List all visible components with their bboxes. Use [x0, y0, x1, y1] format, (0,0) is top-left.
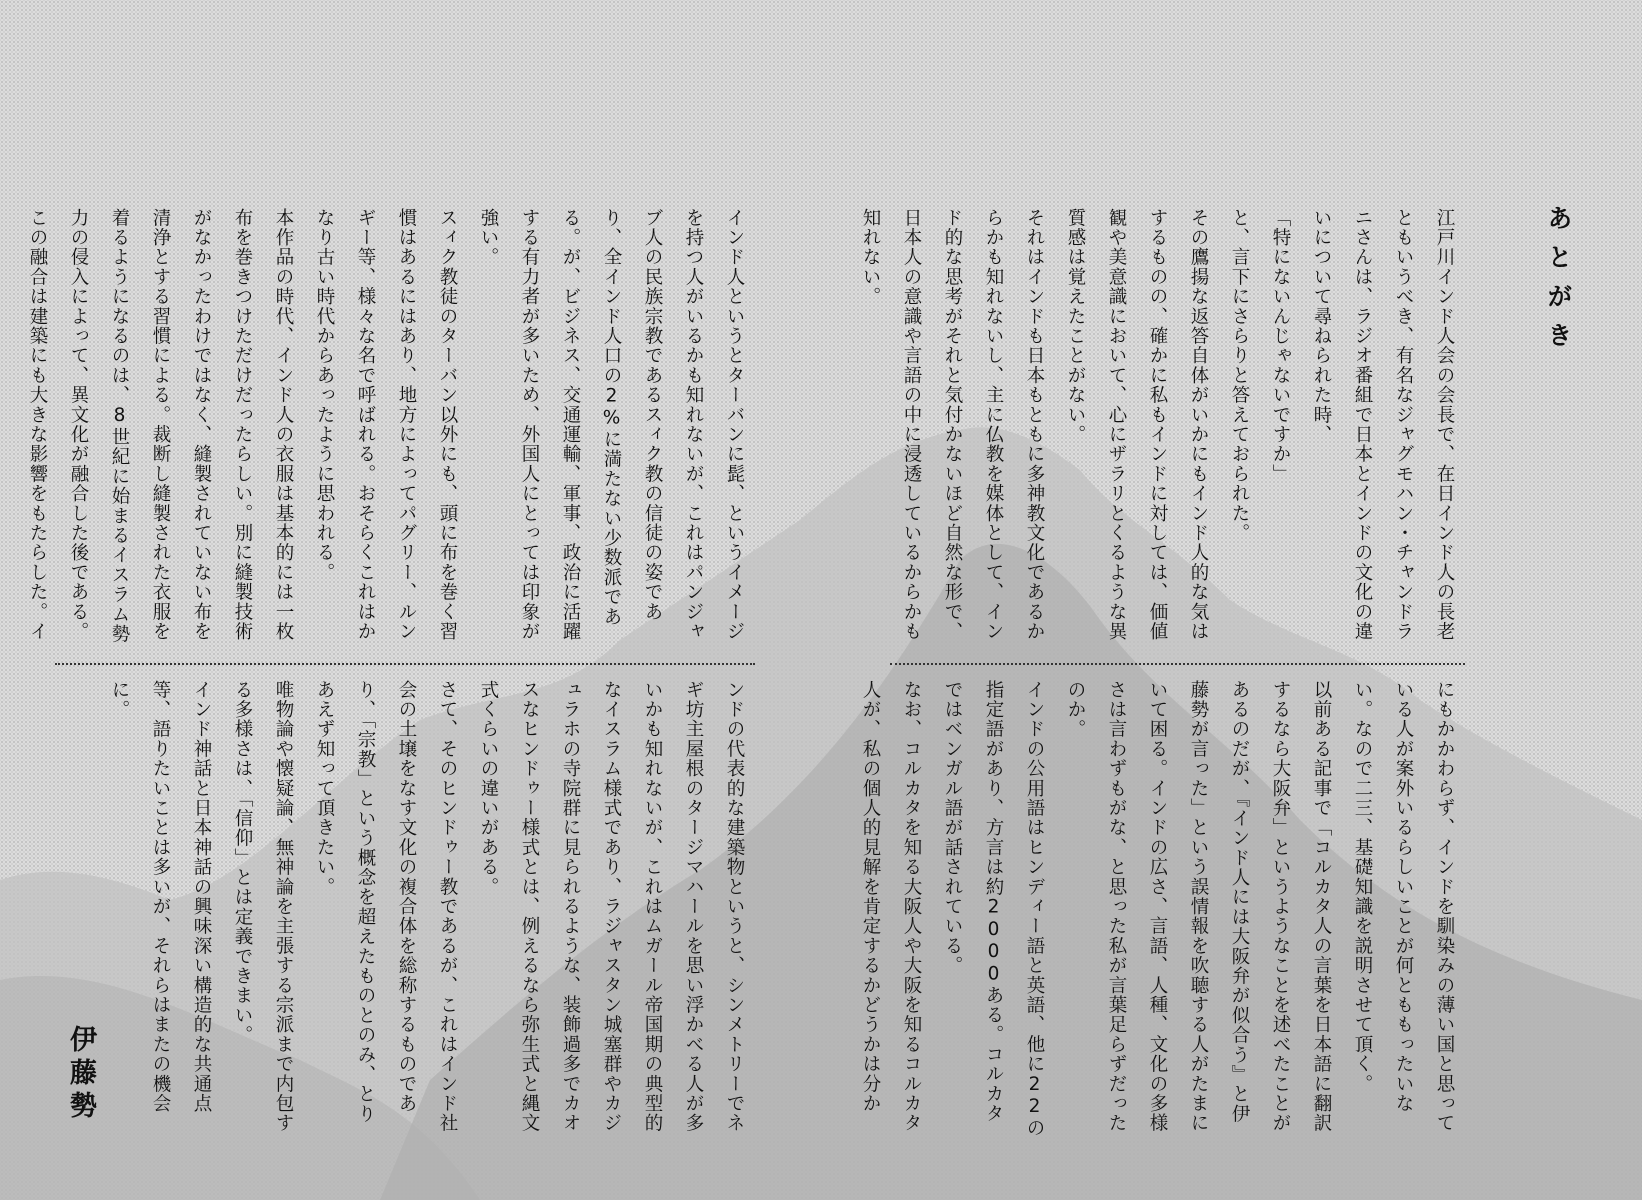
column-divider-right — [890, 663, 1465, 665]
text-block-upper-right: 江戸川インド人会の会長で、在日インド人の長老ともいうべき、有名なジャグモハン・チャンドラニさんは、ラジオ番組で日本とインドの文化の違いについて尋ねられた時、 「特にないんじゃないですか」 と、言下にさらりと答えておられた。 その鷹揚な返答自体がいかにもインド人的な気はするものの、確かに私もインドに対しては、価値観や美意識において、心にザラリとくるような異質感は覚えたことがない。 それはインドも日本もともに多神教文化であるからかも知れないし、主に仏教を媒体として、インド的な思考がそれと気付かないほど自然な形で、日本人の意識や言語の中に浸透しているからかも知れない。 — [860, 208, 1455, 642]
afterword-title: あとがき — [1544, 205, 1573, 361]
text-block-lower-right: にもかかわらず、インドを馴染みの薄い国と思っている人が案外いるらしいことが何とももったいない。なので二三、基礎知識を説明させて頂く。 以前ある記事で「コルカタ人の言葉を日本語に翻訳するなら大阪弁」というようなことを述べたことがあるのだが、『インド人には大阪弁が似合う』と伊藤勢が言った」という誤情報を吹聴する人がたまにいて困る。インドの広さ、言語、人種、文化の多様さは言わずもがな、と思った私が言葉足らずだったのか。 インドの公用語はヒンディー語と英語、他に22の指定語があり、方言は約2000ある。コルカタではベンガル語が話されている。 なお、コルカタを知る大阪人や大阪を知るコルカタ人が、私の個人的見解を肯定するかどうかは分か — [860, 680, 1455, 1139]
column-divider-left — [55, 663, 755, 665]
author-name: 伊藤勢 — [65, 1025, 96, 1124]
text-block-lower-left: ンドの代表的な建築物というと、シンメトリーでネギ坊主屋根のタージマハールを思い浮かべる人が多いかも知れないが、これはムガール帝国期の典型的なイスラム様式であり、ラジャスタン城塞群やカジュラホの寺院群に見られるような、装飾過多でカオスなヒンドゥー様式とは、例えるなら弥生式と縄文式くらいの違いがある。 さて、そのヒンドゥー教であるが、これはインド社会の土壌をなす文化の複合体を総称するものであり、「宗教」という概念を超えたものとのみ、とりあえず知って頂きたい。 唯物論や懐疑論、無神論を主張する宗派まで内包する多様さは、「信仰」とは定義できまい。 インド神話と日本神話の興味深い構造的な共通点等、語りたいことは多いが、それらはまたの機会に。 — [109, 680, 745, 1134]
text-block-upper-left: インド人というとターバンに髭、というイメージを持つ人がいるかも知れないが、これはパンジャブ人の民族宗教であるスィク教の信徒の姿であり、全インド人口の2%に満たない少数派である。が、ビジネス、交通運輸、軍事、政治に活躍する有力者が多いため、外国人にとっては印象が強い。 スィク教徒のターバン以外にも、頭に布を巻く習慣はあるにはあり、地方によってパグリー、ルンギー等、様々な名で呼ばれる。おそらくこれはかなり古い時代からあったように思われる。 本作品の時代、インド人の衣服は基本的には一枚布を巻きつけただけだったらしい。別に縫製技術がなかったわけではなく、縫製されていない布を清浄とする習慣による。裁断し縫製された衣服を着るようになるのは、8世紀に始まるイスラム勢力の侵入によって、異文化が融合した後である。 この融合は建築にも大きな影響をもたらした。イ — [27, 208, 745, 644]
